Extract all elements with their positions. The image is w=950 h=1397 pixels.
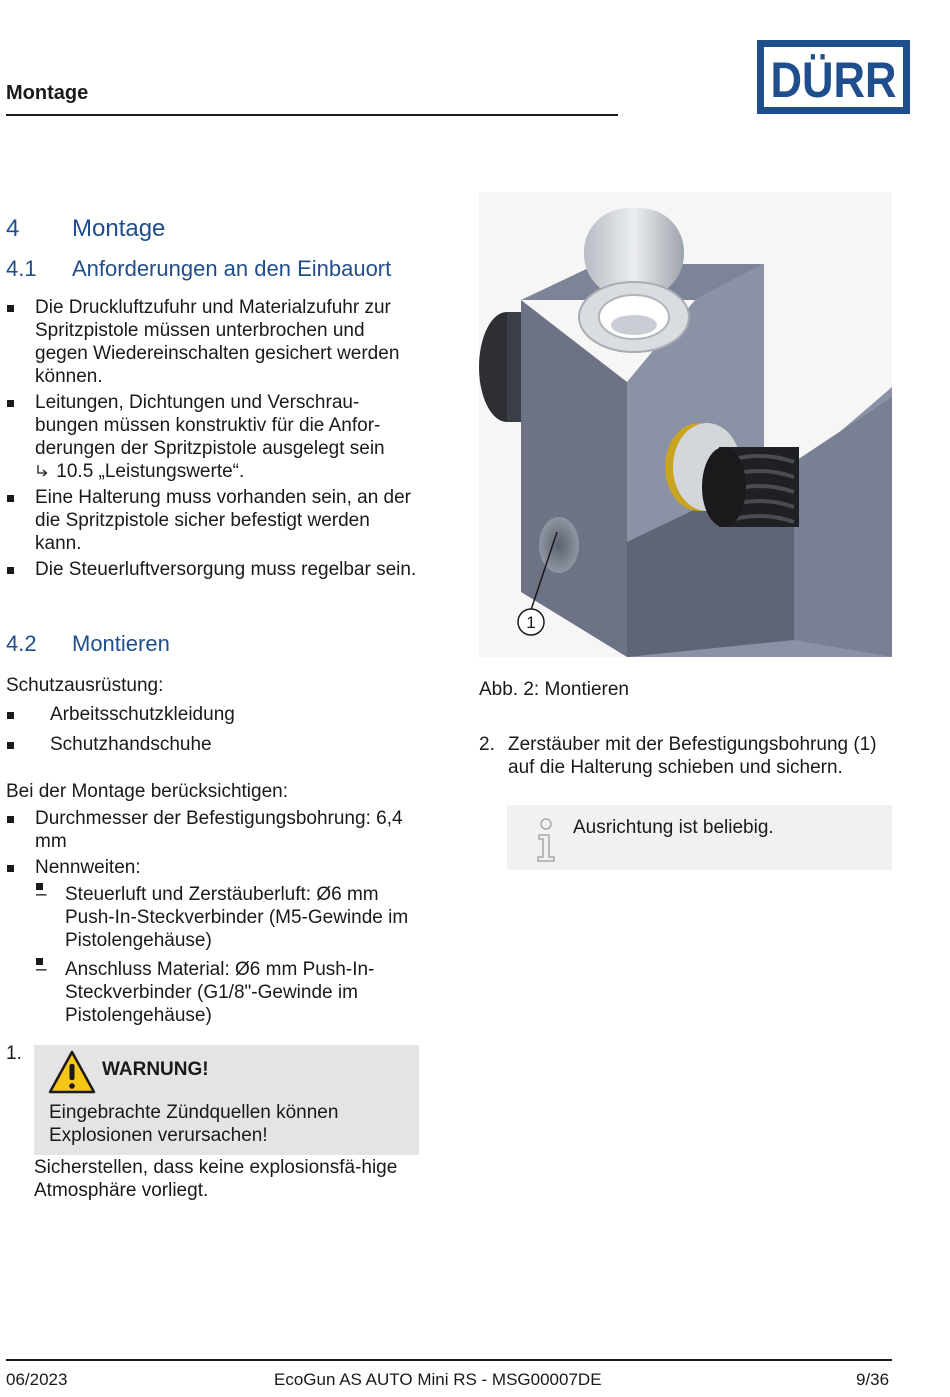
protective-list [6,703,418,763]
subsection-heading [6,256,391,282]
subsection-title: Anforderungen an den Einbauort [72,256,392,281]
footer-rule [6,1359,892,1361]
svg-text:DÜRR: DÜRR [770,52,897,108]
requirements-list [6,296,418,584]
subsection-number: 4.2 [6,631,37,656]
consider-label: Bei der Montage berücksichtigen: [6,781,288,802]
section-heading [6,215,165,243]
step-action: Sicherstellen, dass keine explosionsfä-hige Atmosphäre vorliegt. [34,1157,398,1201]
warning-title: WARNUNG! [102,1059,209,1080]
step-number: 2. [479,734,495,755]
list-item: Die Druckluftzufuhr und Materialzufuhr zur Spritzpistole müssen unterbrochen und gegen Wiedereinschalten gesichert werden können. [6,296,418,388]
footer-page: 9/36 [856,1370,890,1389]
footer-product: EcoGun AS AUTO Mini RS - MSG00007DE [274,1370,602,1389]
sublist-item: – Steuerluft und Zerstäuberluft: Ø6 mm Push-In-Steckverbinder (M5-Gewinde im Pistolengehäuse) [35,883,418,952]
sublist-item: – Anschluss Material: Ø6 mm Push-In-Steckverbinder (G1/8"-Gewinde im Pistolengehäuse) [35,958,418,1027]
subsection-heading [6,631,170,657]
subsection-title: Montieren [72,631,170,656]
protective-label: Schutzausrüstung: [6,675,164,696]
info-icon [534,817,558,863]
warning-box [34,1045,419,1155]
list-item: Arbeitsschutzkleidung [6,703,418,726]
section-title: Montage [72,215,166,242]
duerr-logo [757,40,910,114]
footer-date: 06/2023 [6,1370,68,1389]
reference-arrow-icon [35,463,51,479]
list-item: Schutzhandschuhe [6,733,418,756]
list-item: Nennweiten: – Steuerluft und Zerstäuberluft: Ø6 mm Push-In-Steckverbinder (M5-Gewinde im Pistolengehäuse) – Anschluss Material: Ø6 mm Push-In-Steckverbinder (G1/8"-Gewinde im Pistolengehäuse) [6,856,418,1027]
step-number: 1. [6,1043,22,1064]
figure-caption: Abb. 2: Montieren [479,679,629,700]
nominal-sublist [35,883,418,1027]
list-item: Leitungen, Dichtungen und Verschrau-bungen müssen konstruktiv für die Anfor-derungen der Spritzpistole ausgelegt sein 10.5 „Leistungswerte“. [6,391,418,483]
header-rule [6,114,618,116]
section-number: 4 [6,215,20,242]
step-text: Zerstäuber mit der Befestigungsbohrung (1) auf die Halterung schieben und sichern. [508,734,877,778]
list-item: Eine Halterung muss vorhanden sein, an der die Spritzpistole sicher befestigt werden kann. [6,486,418,555]
warning-triangle-icon [48,1050,96,1094]
info-box [507,805,892,870]
svg-text:1: 1 [526,613,536,632]
consider-list [6,807,418,1033]
info-text: Ausrichtung ist beliebig. [573,817,774,838]
list-item: Die Steuerluftversorgung muss regelbar sein. [6,558,418,581]
running-header: Montage [6,82,89,104]
mounting-figure [479,192,892,657]
subsection-number: 4.1 [6,256,37,281]
cross-reference-link[interactable]: 10.5 „Leistungswerte“. [35,461,244,482]
list-item: Durchmesser der Befestigungsbohrung: 6,4 mm [6,807,418,853]
warning-text: Eingebrachte Zündquellen können Explosionen verursachen! [49,1102,339,1146]
